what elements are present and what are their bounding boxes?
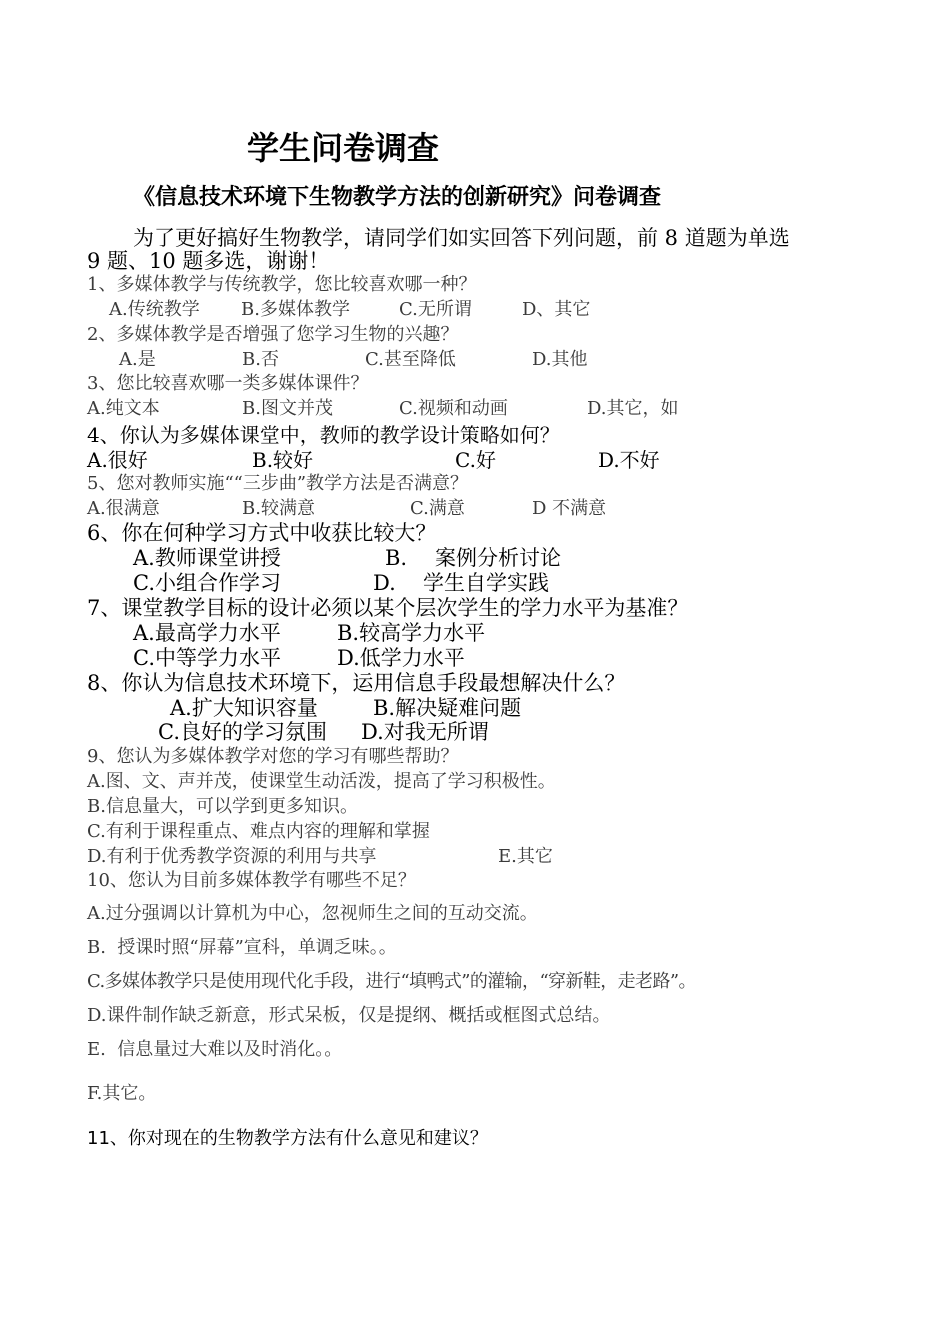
option: A.纯文本 xyxy=(87,398,160,419)
question-7: 7、课堂教学目标的设计必须以某个层次学生的学力水平为基准？ xyxy=(87,596,689,620)
question-3: 3、您比较喜欢哪一类多媒体课件？ xyxy=(87,373,369,394)
option: B.多媒体教学 xyxy=(241,299,350,320)
option: 案例分析讨论 xyxy=(435,546,561,570)
option: A.过分强调以计算机为中心，忽视师生之间的互动交流。 xyxy=(87,903,538,924)
question-10: 10、您认为目前多媒体教学有哪些不足？ xyxy=(87,870,416,891)
option: D.其他 xyxy=(532,349,588,370)
question-11: 11、你对现在的生物教学方法有什么意见和建议？ xyxy=(87,1128,488,1149)
option: C.视频和动画 xyxy=(399,398,508,419)
option: A.扩大知识容量 xyxy=(170,696,318,720)
option: A.很好 xyxy=(87,448,148,472)
question-9: 9、您认为多媒体教学对您的学习有哪些帮助？ xyxy=(87,746,459,767)
option: B.较好 xyxy=(252,448,314,472)
option: B. xyxy=(385,546,408,570)
question-4: 4、你认为多媒体课堂中，教师的教学设计策略如何？ xyxy=(87,423,560,447)
option: D.对我无所谓 xyxy=(361,720,489,744)
option: D.其它，如 xyxy=(587,398,679,419)
option: 学生自学实践 xyxy=(423,571,549,595)
option: C.小组合作学习 xyxy=(133,571,281,595)
option: D.不好 xyxy=(598,448,660,472)
page-title: 学生问卷调查 xyxy=(247,129,440,167)
option: A.传统教学 xyxy=(109,299,200,320)
option: B.否 xyxy=(242,349,279,370)
intro-line: 9 题、10 题多选，谢谢！ xyxy=(87,249,330,273)
intro-line: 为了更好搞好生物教学，请同学们如实回答下列问题，前 8 道题为单选 xyxy=(133,226,790,250)
option: B.信息量大，可以学到更多知识。 xyxy=(87,796,358,817)
option: C.甚至降低 xyxy=(365,349,456,370)
question-5: 5、您对教师实施““三步曲”教学方法是否满意？ xyxy=(87,473,469,494)
option: E. 信息量过大难以及时消化。。 xyxy=(87,1039,343,1060)
option: D. xyxy=(373,571,396,595)
option: D.有利于优秀教学资源的利用与共享 xyxy=(87,846,377,867)
question-8: 8、你认为信息技术环境下，运用信息手段最想解决什么？ xyxy=(87,671,626,695)
option: A.很满意 xyxy=(87,498,160,519)
option: C.良好的学习氛围 xyxy=(158,720,327,744)
option: B.图文并茂 xyxy=(242,398,333,419)
option: B. 授课时照“屏幕”宣科，单调乏味。。 xyxy=(87,937,397,958)
question-1: 1、多媒体教学与传统教学，您比较喜欢哪一种？ xyxy=(87,274,477,295)
option: B.较满意 xyxy=(242,498,315,519)
question-2: 2、多媒体教学是否增强了您学习生物的兴趣？ xyxy=(87,324,459,345)
option: C.有利于课程重点、难点内容的理解和掌握 xyxy=(87,821,430,842)
option: C.满意 xyxy=(410,498,465,519)
option: E.其它 xyxy=(498,846,553,867)
option: A.教师课堂讲授 xyxy=(133,546,281,570)
question-6: 6、你在何种学习方式中收获比较大？ xyxy=(87,521,437,545)
option: A.图、文、声并茂，使课堂生动活泼，提高了学习积极性。 xyxy=(87,771,556,792)
option: F.其它。 xyxy=(87,1083,157,1104)
option: D.低学力水平 xyxy=(337,646,465,670)
survey-subtitle: 《信息技术环境下生物教学方法的创新研究》问卷调查 xyxy=(133,185,662,210)
option: A.是 xyxy=(119,349,156,370)
option: C.无所谓 xyxy=(399,299,472,320)
option: D 不满意 xyxy=(532,498,607,519)
option: A.最高学力水平 xyxy=(133,621,281,645)
option: C.多媒体教学只是使用现代化手段，进行“填鸭式”的灌输，“穿新鞋，走老路”。 xyxy=(87,971,696,992)
option: C.好 xyxy=(455,448,496,472)
option: B.较高学力水平 xyxy=(337,621,486,645)
option: D、其它 xyxy=(522,299,591,320)
option: C.中等学力水平 xyxy=(133,646,281,670)
option: B.解决疑难问题 xyxy=(373,696,522,720)
option: D.课件制作缺乏新意，形式呆板，仅是提纲、概括或框图式总结。 xyxy=(87,1005,611,1026)
